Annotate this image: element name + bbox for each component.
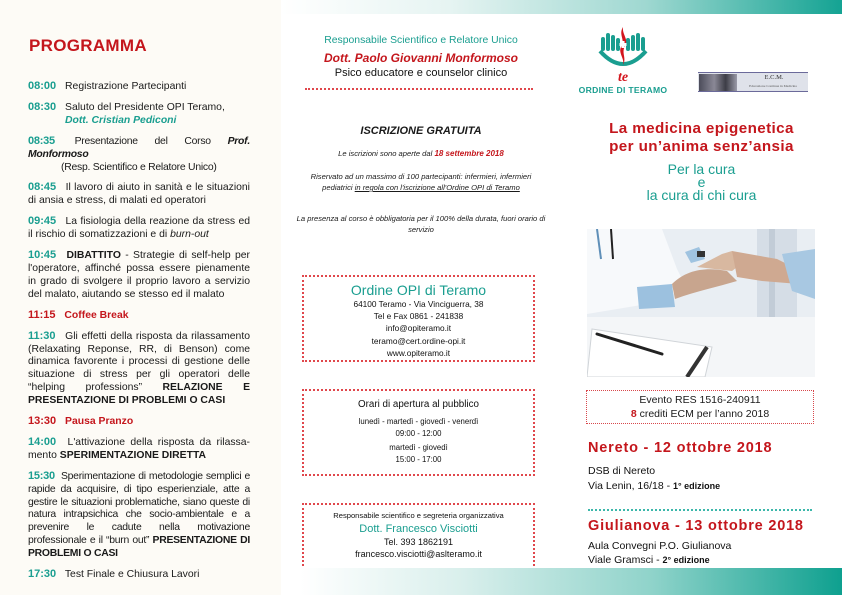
segreteria-phone: Tel. 393 1862191	[383, 537, 454, 547]
ordine-contact-box	[302, 275, 535, 362]
responsabile-name: Dott. Paolo Giovanni Monformoso	[324, 51, 518, 65]
ordine-pec[interactable]: teramo@cert.ordine-opi.it	[371, 335, 466, 346]
ecm-logo-photo	[699, 74, 737, 91]
evento-credits: 8 crediti ECM per l’anno 2018	[630, 408, 770, 420]
orari-box	[302, 389, 535, 476]
orari-days: lunedì - martedì - giovedì - venerdì	[358, 417, 479, 426]
orari-hours: 15:00 - 17:00	[395, 454, 442, 464]
ordine-email[interactable]: info@opiteramo.it	[385, 323, 452, 334]
programma-panel	[0, 0, 281, 595]
course-title: La medicina epigenetica per un’anima senz’ansia	[609, 120, 794, 155]
cover-photo-doctor-patient-hands	[587, 229, 815, 377]
responsabile-role: Psico educatore e counselor clinico	[334, 67, 508, 79]
orari-title: Orari di apertura al pubblico	[358, 399, 479, 410]
segreteria-name: Dott. Francesco Visciotti	[359, 523, 478, 535]
iscrizione-presence: La presenza al corso è obbligatoria per il 100% della durata, fuori orario di servizio	[296, 214, 546, 234]
ordine-name: Ordine OPI di Teramo	[350, 282, 487, 298]
speaker-name: Dott. Cristian Pediconi	[65, 114, 177, 126]
edition-address: Viale Gramsci - 2° edizione	[588, 554, 710, 566]
programma-title: PROGRAMMA	[29, 36, 147, 55]
responsabile-heading: Responsabile Scientifico e Relatore Unico	[324, 35, 518, 46]
programma-list	[28, 80, 250, 589]
top-gradient-band	[281, 0, 842, 14]
program-item: 17:30 Test Finale e Chiusura Lavori	[28, 568, 200, 581]
ordine-website[interactable]: www.opiteramo.it	[386, 347, 451, 358]
segreteria-box	[302, 503, 535, 570]
program-item: 08:30 Saluto del Presidente OPI Teramo, Dott. Cristian Pediconi	[28, 101, 250, 128]
evento-box	[586, 390, 814, 424]
ordine-logo-text: ORDINE DI TERAMO	[578, 85, 668, 95]
program-item: 15:30 Sperimentazione di metodologie semplici e rapide da acquisire, di tipo esperienziale, atte a gestire le situazioni problematiche, siano queste di natura intrapsichica che socio-ambientale e a prevenire le cadute nella motivazione professionale e il “burn out” PRESENTAZIONE DI PROBLEMI O CASI	[28, 469, 250, 560]
edition-venue: Aula Convegni P.O. Giulianova	[588, 540, 732, 552]
ecm-logo-subtitle: Educazione Continua in Medicina	[749, 84, 797, 88]
evento-code: Evento RES 1516-240911	[639, 394, 761, 406]
program-item-break: 11:15 Coffee Break	[28, 308, 129, 321]
program-item: 14:00 L'attivazione della risposta da rilassa-mento SPERIMENTAZIONE DIRETTA	[28, 435, 250, 461]
cover-panel	[561, 0, 842, 595]
edition-title: Nereto - 12 ottobre 2018	[588, 440, 773, 456]
orari-days: martedì - giovedì	[389, 443, 448, 452]
segreteria-heading: Responsabile scientifico e segreteria organizzativa	[333, 511, 504, 520]
ecm-logo	[698, 72, 808, 92]
dotted-divider	[305, 88, 533, 90]
program-item-break: 13:30 Pausa Pranzo	[28, 415, 134, 428]
program-item: 08:00 Registrazione Partecipanti	[28, 80, 187, 92]
segreteria-email[interactable]: francesco.visciotti@aslteramo.it	[355, 549, 482, 559]
iscrizione-date: Le iscrizioni sono aperte dal 18 settembre 2018	[338, 149, 504, 158]
bottom-gradient-band	[300, 568, 842, 595]
program-item: 10:45 DIBATTITO - Strategie di self-help per l'operatore, affinché possa essere pienamente in grado di svolgere il proprio lavoro a servizio del malato, aiutando se stesso ed il malato	[28, 249, 250, 300]
ordine-address: 64100 Teramo - Via Vinciguerra, 38	[353, 299, 484, 309]
speaker-name: Prof. Monformoso	[28, 135, 250, 160]
program-item: 09:45 La fisiologia della reazione da stress ed il rischio di somatizzazioni e di burn-out	[28, 215, 251, 241]
ecm-logo-title: E.C.M.	[764, 74, 784, 81]
ordine-logo	[577, 25, 669, 95]
course-subtitle: Per la cura e la cura di chi cura	[646, 161, 757, 203]
orari-hours: 09:00 - 12:00	[395, 428, 442, 438]
iscrizione-title: ISCRIZIONE GRATUITA	[360, 125, 482, 137]
svg-text:te: te	[617, 70, 629, 83]
info-panel	[281, 0, 561, 595]
item-time: 08:00	[28, 80, 57, 92]
program-item: 08:45 Il lavoro di aiuto in sanità e le situazioni di ansia e stress, di malati ed operatori	[28, 181, 250, 207]
iscrizione-reserved: Riservato ad un massimo di 100 partecipanti: infermieri, infermieri pediatrici in regola con l'iscrizione all'Ordine OPI di Teramo	[310, 172, 532, 192]
ordine-hands-icon	[595, 25, 651, 83]
program-item: 08:35 Presentazione del Corso Prof. Monformoso (Resp. Scientifico e Relatore Unico)	[28, 134, 250, 173]
dotted-divider	[588, 509, 812, 511]
edition-title: Giulianova - 13 ottobre 2018	[588, 518, 804, 534]
ordine-phone: Tel e Fax 0861 - 241838	[373, 311, 464, 322]
program-item: 11:30 Gli effetti della risposta da rilassamento (Relaxating Reponse, RR, di Benson) come dinamica favorente i processi di gestione delle situazione di stress per gli operatori delle “helping professions” RELAZIONE E PRESENTAZIONE DI PROBLEMI O CASI	[28, 329, 250, 407]
edition-venue: DSB di Nereto	[588, 465, 656, 477]
edition-address: Via Lenin, 16/18 - 1° edizione	[588, 480, 721, 492]
cover-photo-illustration	[587, 229, 815, 377]
